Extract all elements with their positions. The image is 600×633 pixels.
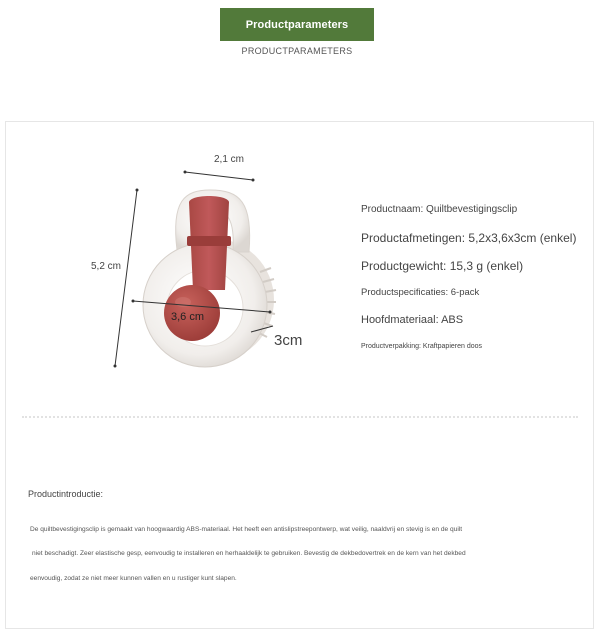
spec-product-name: Productnaam: Quiltbevestigingsclip	[361, 204, 518, 215]
spec-product-dimensions: Productafmetingen: 5,2x3,6x3cm (enkel)	[361, 231, 577, 245]
spec-product-weight: Productgewicht: 15,3 g (enkel)	[361, 259, 524, 273]
spec-product-specification: Productspecificaties: 6-pack	[361, 287, 480, 298]
intro-paragraph-line-2: niet beschadigt. Zeer elastische gesp, eenvoudig te installeren en herhaaldelijk te gebruiken. Bevestig de dekbedovertrek en de kern van het dekbed	[32, 550, 466, 557]
spec-main-material: Hoofdmateriaal: ABS	[361, 314, 464, 326]
intro-paragraph-line-1: De quiltbevestigingsclip is gemaakt van hoogwaardig ABS-materiaal. Het heeft een antislipstreepontwerp, wat veilig, naaldvrij en stevig is en de quilt	[30, 526, 463, 533]
intro-paragraph-line-3: eenvoudig, zodat ze niet meer kunnen vallen en u rustiger kunt slapen.	[30, 575, 237, 582]
intro-title: Productintroductie:	[28, 489, 104, 499]
banner-title: Productparameters	[245, 18, 349, 31]
section-divider	[22, 416, 578, 418]
product-parameters-banner	[220, 8, 374, 41]
diameter-dimension-label: 3,6 cm	[171, 311, 205, 323]
depth-dimension-label: 3cm	[274, 332, 303, 349]
banner-subtitle: PRODUCTPARAMETERS	[241, 46, 353, 56]
height-dimension-label: 5,2 cm	[91, 261, 122, 272]
spec-product-packaging: Productverpakking: Kraftpapieren doos	[361, 343, 483, 350]
width-dimension-label: 2,1 cm	[214, 154, 245, 165]
